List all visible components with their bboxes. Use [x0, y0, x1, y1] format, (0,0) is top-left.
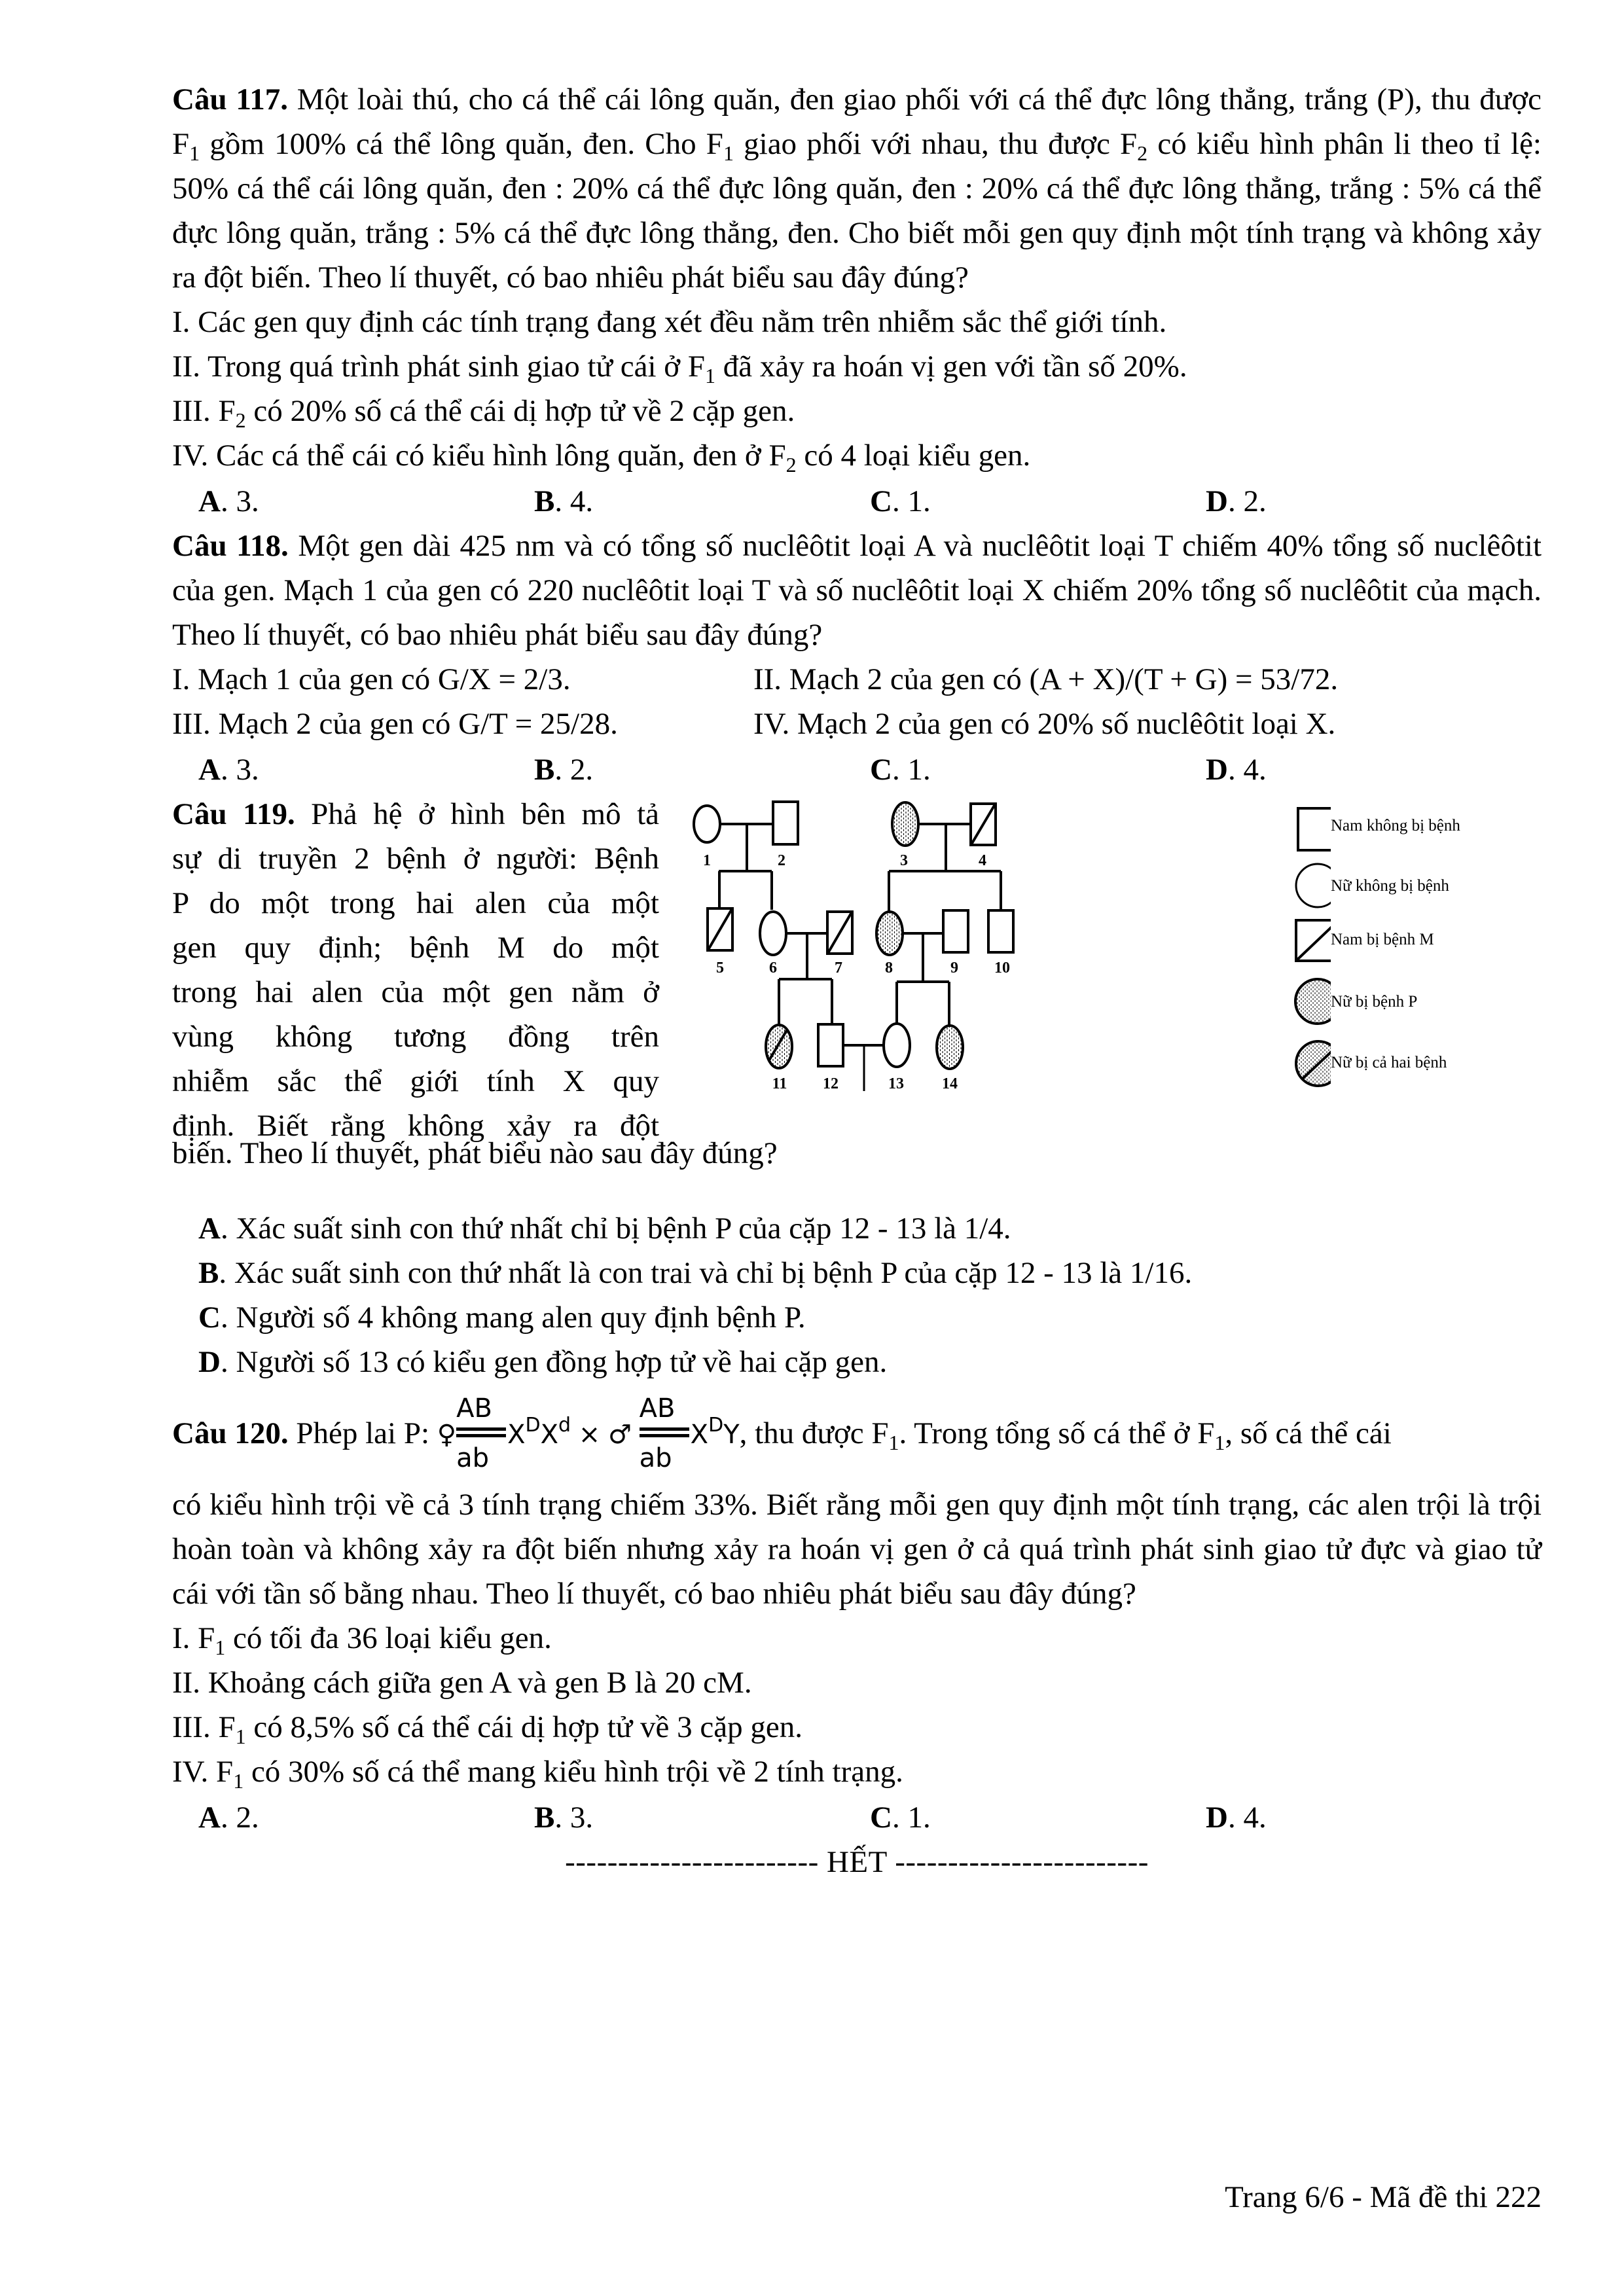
- question-118: [172, 524, 1542, 792]
- individual-9: [943, 910, 968, 977]
- text: , thu được F: [739, 1416, 889, 1450]
- q120-stem-line: sinh giao tử đực và giao tử cái với tần số bằng nhau. Theo lí thuyết, có bao nhiêu phát biểu sau: [172, 1532, 1542, 1611]
- text: IV. Các cá thể cái có kiểu hình lông quăn, đen ở F: [172, 439, 786, 473]
- female-disease-p-symbol: [876, 912, 903, 955]
- individual-label: 9: [950, 960, 958, 977]
- individual-label: 11: [772, 1075, 787, 1092]
- individual-13: [884, 1024, 910, 1092]
- option-text: . 4.: [1227, 1801, 1267, 1835]
- q118-options: [198, 747, 1542, 792]
- female-disease-p-symbol: [892, 802, 918, 846]
- q119-stem-line: vùng không tương đồng trên: [172, 1020, 659, 1054]
- chromosome: X: [507, 1420, 526, 1450]
- text: có 4 loại kiểu gen.: [796, 439, 1031, 473]
- option-text: . Xác suất sinh con thứ nhất là con trai và chỉ bị bệnh P của cặp 12 - 13 là 1/16.: [219, 1256, 1193, 1290]
- male-sex-genotype: [690, 1414, 740, 1450]
- q118-stem-line: Một gen dài 425 nm và có tổng số nuclêôtit loại A và nuclêôtit loại T chiếm 40% tổng: [288, 529, 1388, 563]
- genotype-fraction: [640, 1384, 691, 1482]
- subscript: 1: [705, 364, 716, 387]
- chromosome: X: [690, 1420, 709, 1450]
- female-disease-p-symbol: [937, 1026, 963, 1069]
- male-unaffected-symbol: [943, 910, 968, 952]
- q120-statement-3: [172, 1705, 1542, 1749]
- q119-stem-line: sự di truyền 2 bệnh ở người: Bệnh: [172, 842, 659, 876]
- individual-10: [988, 910, 1013, 977]
- individual-label: 10: [994, 960, 1010, 977]
- individual-label: 8: [885, 960, 893, 977]
- subscript: 1: [189, 141, 200, 165]
- chromosome: X: [540, 1420, 558, 1450]
- genotype-fraction: [456, 1384, 507, 1482]
- individual-label: 12: [823, 1075, 839, 1092]
- text: có 8,5% số cá thể cái dị hợp tử về 3 cặp gen.: [245, 1710, 803, 1744]
- text: III. F: [172, 1710, 236, 1744]
- q119-stem-line: Phả hệ ở hình bên mô tả: [295, 797, 659, 831]
- option-text: . 1.: [892, 484, 931, 518]
- legend-label: Nam không bị bệnh: [1331, 817, 1460, 834]
- q117-stem-line: lông thẳng, trắng : 5% cá thể đực lông quăn, trắng : 5% cá thể đực lông thẳng, đen. Cho biết mỗi gen: [172, 171, 1542, 250]
- q120-option-d[interactable]: [1206, 1795, 1542, 1840]
- exam-page: [172, 77, 1542, 1915]
- individual-1: [694, 806, 720, 869]
- text: đã xảy ra hoán vị gen với tần số 20%.: [715, 350, 1187, 384]
- q118-option-a[interactable]: [198, 747, 534, 792]
- q117-stem-line: Một loài thú, cho cá thể cái lông quăn, đen giao phối với cá thể đực lông thẳng, trắng (P),: [288, 82, 1422, 117]
- subscript: 1: [233, 1769, 244, 1793]
- subscript: 2: [1137, 141, 1148, 165]
- q120-stem: [172, 1482, 1542, 1616]
- q118-option-d[interactable]: [1206, 747, 1542, 792]
- legend-male-unaffected-icon: [1298, 808, 1331, 850]
- individual-11: [766, 1025, 792, 1092]
- individual-label: 3: [900, 852, 908, 869]
- text: , số cá thể cái: [1225, 1416, 1392, 1450]
- q119-option-c[interactable]: [198, 1295, 1542, 1340]
- fraction-numerator: AB: [639, 1393, 676, 1424]
- q117-stem: [172, 77, 1542, 300]
- female-unaffected-symbol: [694, 806, 720, 842]
- option-text: . 1.: [892, 1801, 931, 1835]
- q119-option-d[interactable]: [198, 1340, 1542, 1384]
- legend-label: Nữ không bị bệnh: [1331, 877, 1449, 895]
- individual-12: [818, 1024, 843, 1092]
- q120-statement-2: II. Khoảng cách giữa gen A và gen B là 20 cM.: [172, 1666, 752, 1700]
- option-text: . 3.: [220, 753, 259, 787]
- pedigree-diagram: [689, 792, 1278, 1113]
- cross-symbol-icon: ×: [578, 1420, 601, 1450]
- female-unaffected-symbol: [760, 912, 786, 955]
- individual-label: 1: [703, 852, 711, 869]
- individual-label: 6: [769, 960, 777, 977]
- q119-option-a[interactable]: [198, 1206, 1542, 1251]
- text: có 30% số cá thể mang kiểu hình trội về 2 tính trạng.: [244, 1755, 903, 1789]
- subscript: 1: [235, 1725, 246, 1748]
- male-unaffected-symbol: [773, 802, 798, 844]
- q119-stem: [172, 792, 659, 1148]
- text: có tối đa 36 loại kiểu gen.: [225, 1621, 552, 1655]
- individual-label: 7: [835, 960, 842, 977]
- q120-stem-line: đây đúng?: [1009, 1577, 1136, 1611]
- fraction-denominator: ab: [456, 1443, 489, 1473]
- q119-stem-line: trong hai alen của một gen nằm ở: [172, 975, 659, 1009]
- option-letter: D: [1206, 484, 1228, 518]
- allele: D: [525, 1414, 541, 1437]
- option-text: . 2.: [554, 753, 594, 787]
- text: III. F: [172, 394, 236, 428]
- male-unaffected-symbol: [818, 1024, 843, 1066]
- individual-label: 4: [979, 852, 986, 869]
- q118-stem: [172, 524, 1542, 657]
- q119-stem-continued: biến. Theo lí thuyết, phát biểu nào sau đây đúng?: [172, 1136, 778, 1170]
- q120-options: [198, 1795, 1542, 1840]
- q120-stem-line: alen trội là trội hoàn toàn và không xảy ra đột biến nhưng xảy ra hoán vị gen ở cả quá trình phát: [172, 1488, 1542, 1566]
- subscript: 2: [785, 453, 797, 476]
- option-letter: B: [198, 1256, 219, 1290]
- subscript: 1: [723, 141, 734, 165]
- legend-label: Nữ bị cả hai bệnh: [1331, 1054, 1447, 1071]
- q117-stem-line: phân li theo tỉ lệ: 50% cá thể cái lông quăn, đen : 20% cá thể đực lông quăn, đen : 20% cá thể đực: [172, 127, 1542, 206]
- q118-option-b[interactable]: [534, 747, 870, 792]
- q119-stem-line: gen quy định; bệnh M do một: [172, 931, 659, 965]
- option-letter: B: [534, 484, 555, 518]
- pedigree-legend: [1278, 792, 1553, 1100]
- male-unaffected-symbol: [988, 910, 1013, 952]
- q118-option-c[interactable]: [870, 747, 1206, 792]
- option-letter: C: [870, 484, 892, 518]
- page-footer: Trang 6/6 - Mã đề thi 222: [1225, 2180, 1542, 2214]
- female-symbol-icon: ♀: [437, 1420, 457, 1450]
- option-text: . 4.: [1227, 753, 1267, 787]
- female-sex-genotype: [507, 1414, 571, 1450]
- q117-statement-2: [172, 344, 1542, 389]
- individual-6: [760, 912, 786, 977]
- q119-stem-line: định. Biết rằng không xảy ra đột: [172, 1109, 659, 1143]
- allele: d: [558, 1414, 571, 1437]
- fraction-denominator: ab: [639, 1443, 672, 1473]
- subscript: 1: [215, 1636, 226, 1659]
- option-letter: D: [198, 1345, 221, 1379]
- question-119: [172, 792, 1542, 1384]
- q119-stem-line: nhiễm sắc thể giới tính X quy: [172, 1064, 659, 1098]
- q119-stem-line: P do một trong hai alen của một: [172, 886, 659, 920]
- individual-14: [937, 1026, 963, 1092]
- q118-statement-3: III. Mạch 2 của gen có G/T = 25/28.: [172, 707, 618, 741]
- individual-3: [892, 802, 918, 869]
- option-text: . 4.: [554, 484, 594, 518]
- q120-statement-1: [172, 1616, 1542, 1660]
- option-letter: A: [198, 1211, 221, 1246]
- female-unaffected-symbol: [884, 1024, 910, 1067]
- option-text: . 2.: [1227, 484, 1267, 518]
- option-letter: C: [870, 753, 892, 787]
- text: I. F: [172, 1621, 215, 1655]
- option-letter: B: [534, 1801, 555, 1835]
- q118-statement-2: II. Mạch 2 của gen có (A + X)/(T + G) = 53/72.: [753, 662, 1339, 696]
- option-letter: A: [198, 753, 221, 787]
- q117-stem-line: đúng?: [893, 260, 969, 295]
- q120-stem-line: có kiểu hình trội về cả 3 tính trạng chiếm 33%. Biết rằng mỗi gen quy định một tính trạng, các: [172, 1488, 1349, 1522]
- q118-stem-line: tổng số nuclêôtit của mạch. Theo lí thuyết, có bao nhiêu phát biểu sau đây đúng?: [172, 573, 1542, 652]
- q117-option-b[interactable]: [534, 479, 870, 524]
- q117-option-d[interactable]: [1206, 479, 1542, 524]
- option-text: . Người số 13 có kiểu gen đồng hợp tử về hai cặp gen.: [220, 1345, 888, 1379]
- option-letter: A: [198, 484, 221, 518]
- q120-intro: Phép lai P:: [288, 1416, 437, 1450]
- individual-label: 14: [942, 1075, 958, 1092]
- q117-statement-1: I. Các gen quy định các tính trạng đang xét đều nằm trên nhiễm sắc thể giới tính.: [172, 305, 1167, 339]
- individual-5: [708, 908, 732, 977]
- q120-option-a[interactable]: [198, 1795, 534, 1840]
- option-text: . 3.: [554, 1801, 594, 1835]
- legend-label: Nam bị bệnh M: [1331, 931, 1434, 948]
- text: IV. F: [172, 1755, 234, 1789]
- allele: D: [708, 1414, 724, 1437]
- q120-statement-4: [172, 1749, 1542, 1794]
- option-letter: C: [870, 1801, 892, 1835]
- option-letter: D: [1206, 753, 1228, 787]
- q117-option-c[interactable]: [870, 479, 1206, 524]
- q120-cross-formula: [172, 1384, 1542, 1482]
- q118-label: Câu 118.: [172, 529, 289, 563]
- option-text: . 2.: [220, 1801, 259, 1835]
- subscript: 2: [235, 408, 246, 432]
- q119-label: Câu 119.: [172, 797, 295, 831]
- question-120: [172, 1384, 1542, 1840]
- q117-stem-line: thu được $F_1$ gồm 100% cá thể lông quăn, đen. Cho $F_1$ giao phối với nhau, thu được $F_2$ có kiểu hình: [172, 82, 1542, 165]
- question-117: [172, 77, 1542, 524]
- option-letter: D: [1206, 1801, 1228, 1835]
- text: II. Trong quá trình phát sinh giao tử cái ở F: [172, 350, 706, 384]
- option-letter: A: [198, 1801, 221, 1835]
- option-text: . 3.: [220, 484, 259, 518]
- female-both-diseases-symbol: [766, 1025, 792, 1068]
- q117-stem-line: quy định một tính trạng và không xảy ra đột biến. Theo lí thuyết, có bao nhiêu phát biểu sau đây: [172, 216, 1542, 295]
- option-letter: B: [534, 753, 555, 787]
- subscript: 1: [1214, 1431, 1225, 1454]
- q118-stem-line: số nuclêôtit của gen. Mạch 1 của gen có 220 nuclêôtit loại T và số nuclêôtit loại X chiếm 20%: [172, 529, 1542, 607]
- text: . Trong tổng số cá thể ở F: [899, 1416, 1215, 1450]
- q117-option-a[interactable]: [198, 479, 534, 524]
- q118-statement-1: I. Mạch 1 của gen có G/X = 2/3.: [172, 662, 571, 696]
- legend-symbols: [1278, 792, 1331, 1100]
- q118-statements-row-1: [172, 657, 1542, 702]
- q117-options: [198, 479, 1542, 524]
- q117-statement-3: [172, 389, 1542, 433]
- option-text: . 1.: [892, 753, 931, 787]
- q120-option-c[interactable]: [870, 1795, 1206, 1840]
- legend-label: Nữ bị bệnh P: [1331, 993, 1418, 1011]
- individual-7: [827, 912, 852, 977]
- q119-option-b[interactable]: [198, 1251, 1542, 1295]
- individual-4: [971, 804, 996, 869]
- fraction-numerator: AB: [456, 1393, 492, 1424]
- q117-label: Câu 117.: [172, 82, 289, 117]
- option-letter: C: [198, 1300, 221, 1335]
- text: có 20% số cá thể cái dị hợp tử về 2 cặp gen.: [245, 394, 795, 428]
- male-symbol-icon: ♂: [608, 1420, 632, 1450]
- subscript: 1: [888, 1431, 899, 1454]
- q117-statement-4: [172, 433, 1542, 478]
- option-text: . Người số 4 không mang alen quy định bệnh P.: [220, 1300, 806, 1335]
- chromosome: Y: [723, 1420, 740, 1450]
- legend-female-unaffected-icon: [1296, 864, 1331, 907]
- end-of-exam-marker: ------------------------ HẾT ------------------------: [565, 1845, 1149, 1879]
- individual-label: 13: [888, 1075, 904, 1092]
- individual-8: [876, 912, 903, 977]
- individual-label: 5: [716, 960, 724, 977]
- q118-statements-row-2: [172, 702, 1542, 746]
- legend-female-disease-p-icon: [1295, 979, 1331, 1024]
- individual-label: 2: [778, 852, 785, 869]
- q118-statement-4: IV. Mạch 2 của gen có 20% số nuclêôtit loại X.: [753, 707, 1336, 741]
- option-text: . Xác suất sinh con thứ nhất chỉ bị bệnh P của cặp 12 - 13 là 1/4.: [220, 1211, 1011, 1246]
- legend-female-both-icon: [1296, 1041, 1331, 1086]
- individual-2: [773, 802, 798, 869]
- q120-label: Câu 120.: [172, 1416, 289, 1450]
- q120-option-b[interactable]: [534, 1795, 870, 1840]
